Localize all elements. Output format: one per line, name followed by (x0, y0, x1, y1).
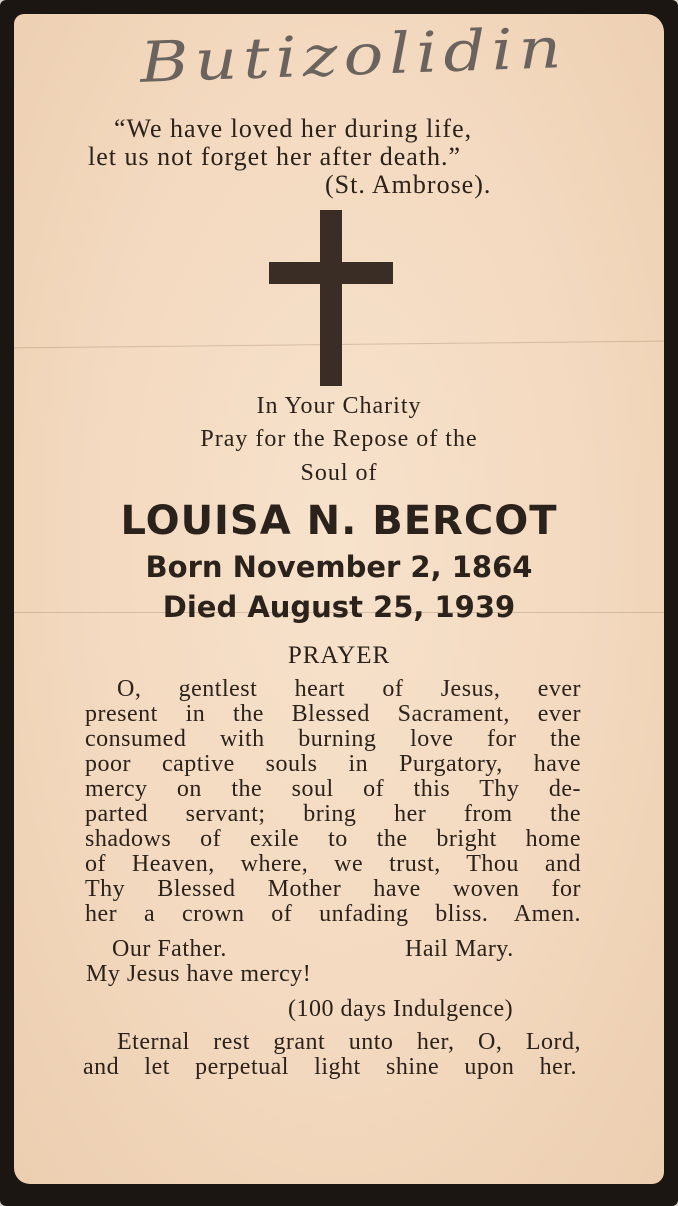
prayer-line: her a crown of unfading bliss. Amen. (85, 901, 581, 927)
charity-line-1: In Your Charity (256, 393, 422, 419)
death-date: Died August 25, 1939 (162, 590, 516, 624)
prayer-line: parted servant; bring her from the (85, 801, 581, 827)
our-father: Our Father. (112, 936, 227, 962)
quote-line-2: let us not forget her after death.” (88, 142, 462, 171)
cross-horizontal-bar (269, 262, 393, 284)
prayer-line: shadows of exile to the bright home (85, 826, 581, 852)
charity-line-2: Pray for the Repose of the (200, 426, 478, 452)
deceased-name: LOUISA N. BERCOT (120, 498, 558, 544)
prayer-title: PRAYER (287, 642, 391, 669)
handwritten-note: Butizolidin (139, 15, 569, 96)
prayer-line: consumed with burning love for the (85, 726, 581, 752)
closing-line-1: Eternal rest grant unto her, O, Lord, (117, 1029, 581, 1055)
prayer-line: present in the Blessed Sacrament, ever (85, 701, 581, 727)
charity-line-3: Soul of (300, 460, 378, 486)
quote-line-1: “We have loved her during life, (114, 114, 473, 143)
birth-date: Born November 2, 1864 (145, 550, 533, 584)
card-paper (14, 14, 664, 1184)
prayer-line: Thy Blessed Mother have woven for (85, 876, 581, 902)
prayer-line: poor captive souls in Purgatory, have (85, 751, 581, 777)
my-jesus-line: My Jesus have mercy! (86, 961, 312, 987)
cross-vertical-bar (320, 210, 342, 386)
closing-line-2: and let perpetual light shine upon her. (83, 1054, 577, 1080)
prayer-line: mercy on the soul of this Thy de- (85, 776, 581, 802)
prayer-line: of Heaven, where, we trust, Thou and (85, 851, 581, 877)
indulgence-note: (100 days Indulgence) (288, 996, 514, 1022)
quote-attribution: (St. Ambrose). (325, 170, 492, 199)
hail-mary: Hail Mary. (405, 936, 514, 962)
prayer-line: O, gentlest heart of Jesus, ever (117, 676, 581, 702)
